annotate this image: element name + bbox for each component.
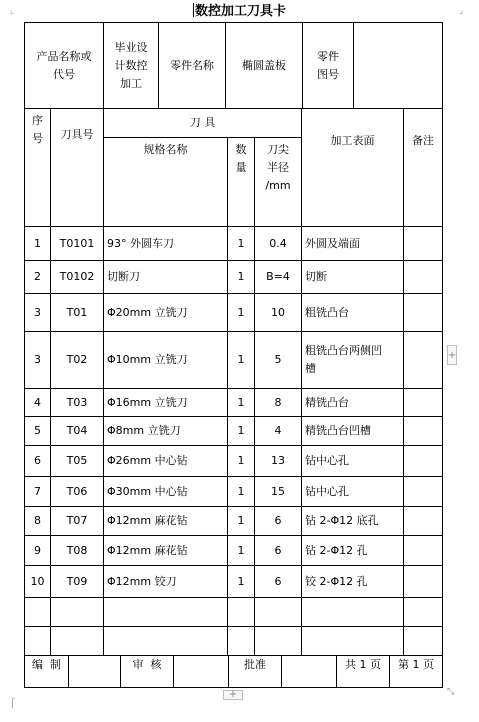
cell-tool-no: T05 — [66, 454, 88, 467]
col-header-surface: 加工表面 — [330, 134, 375, 147]
col-header-tool-group: 刀 具 — [189, 116, 216, 129]
review-value — [174, 656, 228, 687]
cell-radius: 6 — [274, 514, 282, 527]
cell-surface: 钻中心孔 — [305, 484, 349, 498]
cell-spec: Φ26mm 中心钻 — [107, 454, 188, 467]
cell-qty: 1 — [237, 395, 245, 409]
cell-remark — [404, 294, 442, 331]
cell-radius: 8 — [274, 395, 282, 409]
cell-tool-no — [51, 598, 103, 626]
page-number: 第 1 页 — [398, 658, 434, 671]
col-header-spec: 规格名称 — [143, 143, 188, 156]
cell-tool-no: T0102 — [59, 270, 95, 283]
col-header-qty: 数 量 — [235, 143, 247, 174]
cell-qty: 1 — [237, 454, 245, 467]
part-drawing-label: 零件 图号 — [317, 49, 339, 81]
cell-seq: 7 — [34, 484, 41, 498]
cell-remark — [404, 566, 442, 597]
cell-tool-no: T08 — [66, 543, 88, 557]
cell-spec: Φ8mm 立铣刀 — [107, 424, 181, 437]
page-corner-mark: ⌟ — [459, 6, 464, 16]
cell-radius: 0.4 — [269, 236, 287, 250]
cell-surface: 精铣凸台 — [305, 395, 349, 409]
cell-qty — [228, 598, 254, 626]
document-title-text: 数控加工刀具卡 — [194, 4, 286, 19]
cell-radius: B=4 — [266, 270, 290, 283]
cell-remark — [404, 477, 442, 506]
part-name-label: 零件名称 — [170, 58, 214, 72]
cell-surface: 精铣凸台凹槽 — [305, 424, 371, 437]
cell-tool-no: T06 — [66, 484, 88, 498]
document-title — [0, 3, 479, 21]
cell-seq — [25, 598, 50, 626]
cell-remark — [404, 627, 442, 655]
cell-radius: 6 — [274, 574, 282, 588]
cell-surface — [302, 627, 403, 655]
review-label: 审 核 — [132, 658, 162, 671]
add-column-button[interactable]: + — [447, 345, 457, 365]
col-header-remark: 备注 — [412, 134, 434, 147]
cell-spec: Φ12mm 麻花钻 — [107, 514, 188, 527]
cell-remark — [404, 598, 442, 626]
cell-remark — [404, 507, 442, 535]
col-header-seq: 序 号 — [32, 114, 43, 145]
cell-qty: 1 — [237, 353, 245, 366]
cell-seq: 1 — [34, 236, 41, 250]
cell-qty: 1 — [237, 543, 245, 557]
cell-qty: 1 — [237, 574, 245, 588]
text-cursor — [193, 3, 194, 17]
cell-radius: 10 — [271, 305, 285, 319]
cell-seq: 4 — [34, 395, 41, 409]
cell-seq: 8 — [34, 514, 41, 527]
cell-surface: 外圆及端面 — [305, 236, 360, 250]
cell-radius — [255, 598, 301, 626]
cell-surface: 铰 2-Φ12 孔 — [305, 574, 368, 588]
cell-surface: 切断 — [305, 270, 327, 283]
cell-spec: Φ10mm 立铣刀 — [107, 353, 188, 366]
cell-surface: 钻中心孔 — [305, 454, 349, 467]
table-resize-handle[interactable]: ⤡ — [447, 687, 455, 697]
cell-spec: 切断刀 — [107, 270, 140, 283]
cell-seq — [25, 627, 50, 655]
part-drawing-value — [354, 23, 442, 108]
col-header-tool-no: 刀具号 — [60, 128, 94, 141]
cell-qty: 1 — [237, 236, 245, 250]
cell-spec: Φ20mm 立铣刀 — [107, 305, 188, 319]
cell-remark — [404, 261, 442, 293]
cell-radius: 13 — [271, 454, 285, 467]
cell-remark — [404, 446, 442, 476]
cell-tool-no: T04 — [66, 424, 88, 437]
cell-spec: 93° 外圆车刀 — [107, 236, 174, 250]
cell-tool-no: T0101 — [59, 236, 95, 250]
cell-radius — [255, 627, 301, 655]
cell-seq: 10 — [30, 574, 45, 588]
col-header-radius: 刀尖 半径 /mm — [265, 143, 291, 192]
cell-spec: Φ12mm 铰刀 — [107, 574, 177, 588]
part-name-value: 椭圆盖板 — [242, 58, 286, 72]
cell-surface: 粗铣凸台 — [305, 305, 349, 319]
cell-remark — [404, 536, 442, 565]
cell-surface — [302, 598, 403, 626]
cell-remark — [404, 332, 442, 388]
cell-remark — [404, 227, 442, 260]
cell-tool-no: T09 — [66, 574, 88, 588]
cell-spec: Φ12mm 麻花钻 — [107, 543, 188, 557]
compiled-label: 编 制 — [32, 658, 61, 671]
cell-radius: 6 — [274, 543, 282, 557]
cell-spec — [104, 598, 227, 626]
product-name-value: 毕业设 计数控 加工 — [114, 40, 148, 90]
cell-spec: Φ30mm 中心钻 — [107, 484, 188, 498]
cell-tool-no: T02 — [66, 353, 88, 366]
compiled-value — [69, 656, 120, 687]
cell-remark — [404, 389, 442, 416]
cell-seq: 2 — [34, 270, 41, 283]
cell-tool-no: T03 — [66, 395, 88, 409]
cell-qty: 1 — [237, 424, 245, 437]
page-corner-mark: ⌠ — [10, 699, 15, 709]
cell-remark — [404, 417, 442, 445]
cell-seq: 5 — [34, 424, 41, 437]
cell-seq: 9 — [34, 543, 41, 557]
cell-surface: 钻 2-Φ12 底孔 — [305, 514, 379, 527]
cell-spec — [104, 627, 227, 655]
approve-label: 批准 — [244, 658, 266, 671]
cell-qty: 1 — [237, 270, 245, 283]
approve-value — [282, 656, 336, 687]
cell-tool-no: T01 — [66, 305, 88, 319]
cell-spec: Φ16mm 立铣刀 — [107, 395, 188, 409]
cell-radius: 5 — [274, 353, 282, 366]
cell-seq: 6 — [34, 454, 41, 467]
add-row-button[interactable]: + — [223, 690, 243, 700]
cell-tool-no: T07 — [66, 514, 88, 527]
page-corner-mark: ⌞ — [10, 6, 15, 16]
total-pages: 共 1 页 — [345, 658, 381, 671]
cell-surface: 钻 2-Φ12 孔 — [305, 543, 368, 557]
cell-radius: 15 — [271, 484, 285, 498]
cell-qty: 1 — [237, 305, 245, 319]
cell-tool-no — [51, 627, 103, 655]
cell-seq: 3 — [34, 305, 41, 319]
cell-qty — [228, 627, 254, 655]
cell-surface: 粗铣凸台两侧凹 槽 — [305, 344, 382, 375]
cell-seq: 3 — [34, 353, 41, 366]
product-name-label: 产品名称或 代号 — [36, 49, 92, 81]
cell-qty: 1 — [237, 514, 245, 527]
cell-radius: 4 — [274, 424, 282, 437]
cell-qty: 1 — [237, 484, 245, 498]
